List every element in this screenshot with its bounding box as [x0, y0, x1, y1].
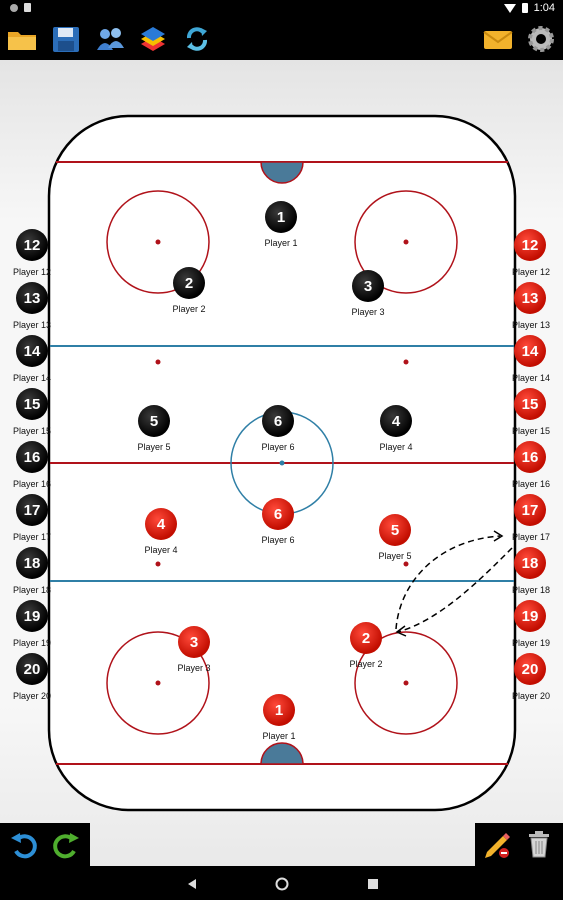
bench-label: Player 12 — [511, 267, 551, 277]
open-folder-button[interactable] — [6, 24, 38, 54]
bench-token[interactable]: 20 — [514, 653, 546, 685]
player-label: Player 2 — [349, 659, 383, 669]
recents-icon — [367, 878, 379, 890]
clock: 1:04 — [533, 2, 555, 14]
bench-label: Player 15 — [12, 426, 52, 436]
back-icon — [186, 878, 198, 890]
red-player-token[interactable]: 1 — [263, 694, 295, 726]
bench-label: Player 18 — [511, 585, 551, 595]
players-button[interactable] — [94, 24, 126, 54]
faceoff-dot — [156, 681, 161, 686]
player-label: Player 6 — [261, 442, 295, 452]
bench-token[interactable]: 19 — [16, 600, 48, 632]
bench-label: Player 17 — [511, 532, 551, 542]
sd-card-icon — [24, 3, 31, 12]
bench-token[interactable]: 15 — [514, 388, 546, 420]
player-label: Player 5 — [137, 442, 171, 452]
red-player-token[interactable]: 5 — [379, 514, 411, 546]
bench-token[interactable]: 13 — [16, 282, 48, 314]
bench-label: Player 12 — [12, 267, 52, 277]
bench-token[interactable]: 19 — [514, 600, 546, 632]
neutral-dot — [156, 562, 161, 567]
black-player-token[interactable]: 4 — [380, 405, 412, 437]
player-label: Player 1 — [262, 731, 296, 741]
toolbar — [0, 18, 563, 60]
navigation-bar — [0, 866, 563, 900]
bench-label: Player 14 — [511, 373, 551, 383]
bench-label: Player 16 — [12, 479, 52, 489]
neutral-dot — [404, 360, 409, 365]
bottom-left-panel — [0, 823, 90, 866]
bench-label: Player 13 — [12, 320, 52, 330]
undo-button[interactable] — [8, 829, 40, 861]
bench-token[interactable]: 13 — [514, 282, 546, 314]
save-button[interactable] — [50, 24, 82, 54]
sync-icon — [181, 24, 213, 54]
bench-label: Player 20 — [12, 691, 52, 701]
battery-icon — [522, 3, 528, 13]
red-player-token[interactable]: 2 — [350, 622, 382, 654]
player-label: Player 2 — [172, 304, 206, 314]
wifi-icon — [504, 4, 516, 13]
layers-icon — [137, 24, 169, 54]
bench-label: Player 16 — [511, 479, 551, 489]
bench-token[interactable]: 12 — [16, 229, 48, 261]
black-player-token[interactable]: 3 — [352, 270, 384, 302]
settings-icon — [525, 24, 557, 54]
red-player-token[interactable]: 3 — [178, 626, 210, 658]
faceoff-dot — [404, 240, 409, 245]
player-label: Player 6 — [261, 535, 295, 545]
bench-token[interactable]: 12 — [514, 229, 546, 261]
bench-token[interactable]: 18 — [514, 547, 546, 579]
player-label: Player 4 — [379, 442, 413, 452]
faceoff-dot — [404, 681, 409, 686]
status-right — [504, 2, 555, 14]
bench-token[interactable]: 20 — [16, 653, 48, 685]
center-dot — [280, 461, 285, 466]
black-player-token[interactable]: 2 — [173, 267, 205, 299]
red-player-token[interactable]: 6 — [262, 498, 294, 530]
recents-button[interactable] — [367, 877, 379, 895]
layers-button[interactable] — [137, 24, 169, 54]
black-player-token[interactable]: 6 — [262, 405, 294, 437]
back-button[interactable] — [186, 877, 198, 895]
save-icon — [50, 24, 82, 54]
tactic-board[interactable] — [0, 60, 563, 866]
bench-label: Player 19 — [12, 638, 52, 648]
bench-token[interactable]: 14 — [16, 335, 48, 367]
bench-token[interactable]: 16 — [16, 441, 48, 473]
player-label: Player 3 — [177, 663, 211, 673]
notification-icons — [10, 3, 31, 15]
bench-token[interactable]: 14 — [514, 335, 546, 367]
settings-button[interactable] — [525, 24, 557, 54]
bench-label: Player 13 — [511, 320, 551, 330]
player-label: Player 1 — [264, 238, 298, 248]
bench-token[interactable]: 15 — [16, 388, 48, 420]
mail-icon — [482, 24, 514, 54]
home-icon — [275, 877, 289, 891]
bench-label: Player 17 — [12, 532, 52, 542]
notification-dot-icon — [10, 4, 18, 12]
player-label: Player 5 — [378, 551, 412, 561]
faceoff-dot — [156, 240, 161, 245]
bench-label: Player 19 — [511, 638, 551, 648]
player-label: Player 4 — [144, 545, 178, 555]
bench-label: Player 14 — [12, 373, 52, 383]
bench-label: Player 15 — [511, 426, 551, 436]
delete-button[interactable] — [523, 828, 555, 860]
home-button[interactable] — [275, 877, 289, 896]
folder-icon — [6, 24, 38, 54]
hockey-rink — [0, 60, 563, 866]
bench-token[interactable]: 17 — [514, 494, 546, 526]
status-bar — [0, 0, 563, 18]
red-player-token[interactable]: 4 — [145, 508, 177, 540]
bottom-right-panel — [475, 823, 563, 866]
bench-token[interactable]: 18 — [16, 547, 48, 579]
pencil-icon — [481, 828, 513, 860]
undo-icon — [8, 829, 40, 861]
bench-token[interactable]: 17 — [16, 494, 48, 526]
bench-token[interactable]: 16 — [514, 441, 546, 473]
sync-button[interactable] — [181, 24, 213, 54]
draw-button[interactable] — [481, 828, 513, 860]
black-player-token[interactable]: 1 — [265, 201, 297, 233]
player-label: Player 3 — [351, 307, 385, 317]
mail-button[interactable] — [482, 24, 514, 54]
neutral-dot — [156, 360, 161, 365]
players-icon — [94, 24, 126, 54]
black-player-token[interactable]: 5 — [138, 405, 170, 437]
neutral-dot — [404, 562, 409, 567]
redo-button[interactable] — [50, 829, 82, 861]
bench-label: Player 20 — [511, 691, 551, 701]
bench-label: Player 18 — [12, 585, 52, 595]
trash-icon — [523, 828, 555, 860]
redo-icon — [50, 829, 82, 861]
